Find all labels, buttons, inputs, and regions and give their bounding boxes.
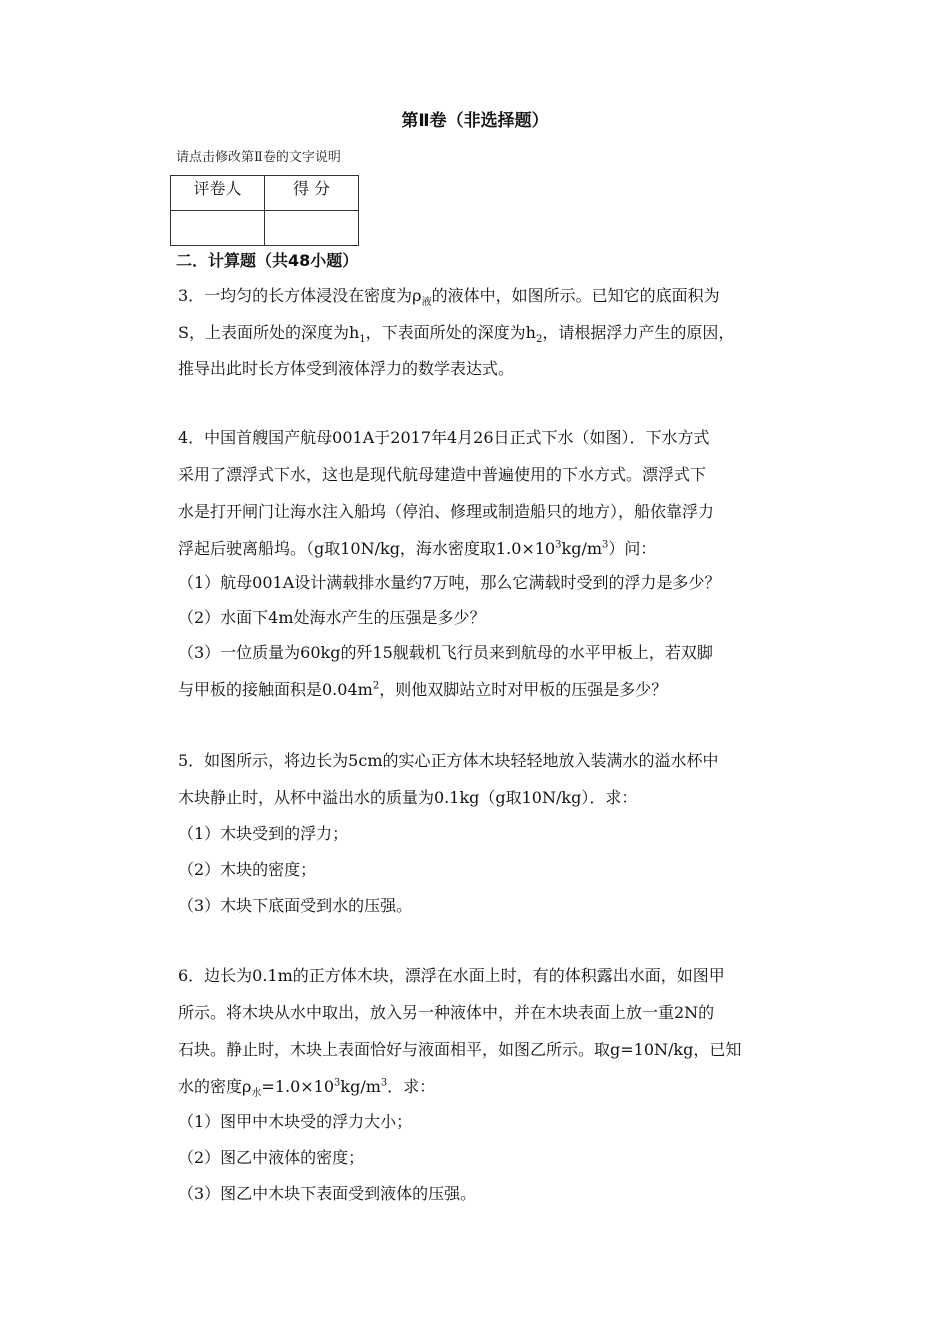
q3-line-1: 3．一均匀的长方体浸没在密度为$\rho_液$的液体中，如图所示。已知它的底面积为 — [178, 286, 720, 309]
q4-line-4: 浮起后驶离船坞。（g取10N/kg，海水密度取$1.0\times 10^3kg/m^3$）问： — [178, 539, 657, 558]
grader-cell — [171, 211, 265, 246]
score-table — [170, 175, 359, 246]
q3-line-3: 推导出此时长方体受到液体浮力的数学表达式。 — [178, 359, 515, 378]
q5-line-1: 5．如图所示，将边长为5cm的实心正方体木块轻轻地放入装满水的溢水杯中 — [178, 751, 719, 770]
q6-line-2: 所示。将木块从水中取出，放入另一种液体中，并在木块表面上放一重2N的 — [178, 1003, 715, 1022]
q6-line-3: 石块。静止时，木块上表面恰好与液面相平，如图乙所示。取g=10N/kg，已知 — [178, 1040, 742, 1059]
q4-subq-3-line-1: （3）一位质量为60kg的歼15舰载机飞行员来到航母的水平甲板上，若双脚 — [178, 643, 713, 662]
q5-line-2: 木块静止时，从杯中溢出水的质量为0.1kg（g取10N/kg）．求： — [178, 788, 638, 807]
score-cell — [265, 211, 359, 246]
q6-subq-2: （2）图乙中液体的密度； — [178, 1148, 365, 1167]
q6-subq-3: （3）图乙中木块下表面受到液体的压强。 — [178, 1184, 477, 1203]
q4-line-3: 水是打开闸门让海水注入船坞（停泊、修理或制造船只的地方），船依靠浮力 — [178, 502, 715, 521]
q6-line-4: 水的密度$\rho_水=1.0\times 10^3kg/m^3$．求： — [178, 1077, 436, 1100]
grader-header: 评卷人 — [171, 176, 265, 211]
q4-line-2: 采用了漂浮式下水，这也是现代航母建造中普遍使用的下水方式。漂浮式下 — [178, 465, 707, 484]
part-heading: 二．计算题（共48小题） — [176, 251, 359, 270]
q5-subq-3: （3）木块下底面受到水的压强。 — [178, 896, 413, 915]
section-title: 第Ⅱ卷（非选择题） — [401, 111, 549, 131]
score-header: 得 分 — [265, 176, 359, 211]
q4-subq-2: （2）水面下4m处海水产生的压强是多少？ — [178, 608, 486, 627]
q6-subq-1: （1）图甲中木块受的浮力大小； — [178, 1112, 413, 1131]
q6-line-1: 6．边长为0.1m的正方体木块，漂浮在水面上时，有的体积露出水面，如图甲 — [178, 966, 725, 985]
q4-subq-3-line-2: 与甲板的接触面积是$0.04m^2$，则他双脚站立时对甲板的压强是多少？ — [178, 680, 668, 699]
section-note[interactable]: 请点击修改第Ⅱ卷的文字说明 — [176, 150, 341, 165]
q5-subq-2: （2）木块的密度； — [178, 860, 317, 879]
q4-subq-1: （1）航母001A设计满载排水量约7万吨，那么它满载时受到的浮力是多少？ — [178, 573, 721, 592]
q5-subq-1: （1）木块受到的浮力； — [178, 824, 349, 843]
q4-line-1: 4．中国首艘国产航母001A于2017年4月26日正式下水（如图）．下水方式 — [178, 428, 710, 447]
q3-line-2: S，上表面所处的深度为$h_1$，下表面所处的深度为$h_2$，请根据浮力产生的原因， — [178, 323, 735, 346]
